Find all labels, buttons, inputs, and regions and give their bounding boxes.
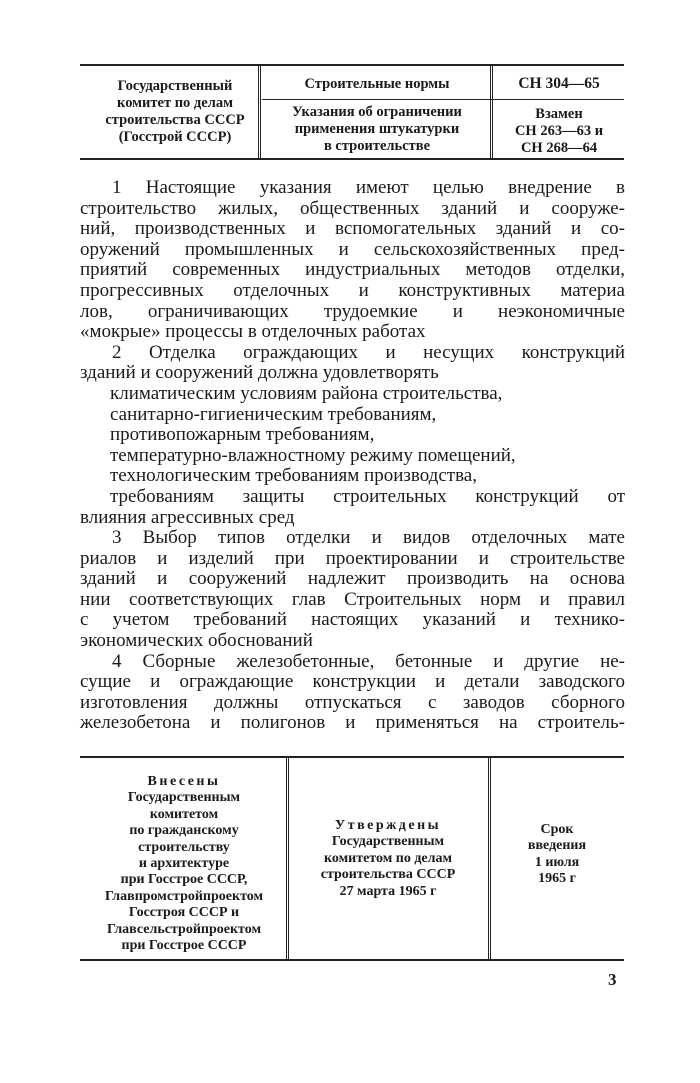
introduced-line: и архитектуре — [138, 856, 230, 872]
body-line: нии соответствующих глав Строительных норм и правил — [80, 588, 625, 610]
introduced-line: Главсельстройпроектом — [107, 921, 261, 937]
issuer-block — [90, 78, 260, 146]
body-line: противопожарным требованиям, — [110, 424, 375, 446]
title-line: применения штукатурки — [294, 121, 460, 137]
issuer-line: (Госстрой СССР) — [118, 129, 232, 145]
introduced-line: при Госстрое СССР — [121, 938, 247, 954]
replaces-line: СН 268—64 — [520, 140, 598, 156]
approved-line: Государственным — [331, 834, 445, 850]
body-line: 4 Сборные железобетонные, бетонные и другие не- — [112, 650, 625, 672]
introduced-line: по гражданскому — [129, 823, 239, 839]
document-code: СН 304—65 — [518, 75, 600, 92]
issuer-line: комитет по делам — [117, 95, 233, 111]
body-line: 3 Выбор типов отделки и видов отделочных мате — [112, 527, 625, 549]
body-line: лов, ограничивающих трудоемкие и неэкономичные — [80, 300, 625, 322]
body-line: 2 Отделка ограждающих и несущих конструкций — [112, 341, 625, 363]
body-line: санитарно-гигиеническим требованиям, — [110, 403, 437, 425]
body-line: технологическим требованиям производства, — [110, 465, 477, 487]
body-line: климатическим условиям района строительства, — [110, 382, 503, 404]
introduced-line: Главпромстройпроектом — [104, 888, 264, 904]
introduced-line: при Госстрое СССР, — [120, 872, 248, 888]
body-line: риалов и изделий при проектировании и строительстве — [80, 547, 625, 569]
replaces-line: СН 263—63 и — [514, 123, 604, 139]
header-rule — [494, 99, 624, 100]
body-text — [80, 178, 625, 734]
header-rule — [262, 99, 494, 100]
introduced-heading: Внесены — [147, 774, 221, 789]
footer-divider — [286, 758, 289, 959]
body-line: прогрессивных отделочных и конструктивных материа — [80, 279, 625, 301]
introduced-line: Госстроя СССР и — [128, 905, 240, 921]
body-line: железобетона и полигонов и применяться на строитель- — [80, 712, 625, 734]
issuer-line: строительства СССР — [105, 112, 245, 128]
replaces-block — [494, 106, 624, 157]
title-line: Указания об ограничении — [292, 104, 462, 120]
body-line: зданий и сооружений должна удовлетворять — [80, 362, 439, 384]
issuer-line: Государственный — [117, 78, 233, 94]
replaces-line: Взамен — [535, 106, 583, 122]
approved-block — [290, 818, 486, 900]
introduced-line: комитетом — [149, 806, 219, 822]
body-line: оружений промышленных и сельскохозяйственных пред- — [80, 238, 625, 260]
effective-line: введения — [527, 838, 587, 854]
body-line: зданий и сооружений надлежит производить на основа — [80, 568, 625, 590]
body-line: «мокрые» процессы в отделочных работах — [80, 321, 426, 343]
introduced-line: Государственным — [127, 790, 241, 806]
body-line: 1 Настоящие указания имеют целью внедрение в — [112, 177, 625, 198]
document-category: Строительные нормы — [304, 76, 450, 92]
body-line: сущие и ограждающие конструкции и детали заводского — [80, 671, 625, 693]
effective-line: 1 июля — [534, 854, 580, 870]
approved-line: строительства СССР — [320, 867, 456, 883]
footer-table — [80, 756, 624, 961]
body-line: строительство жилых, общественных зданий и сооруже- — [80, 197, 625, 219]
approved-line: комитетом по делам — [323, 850, 453, 866]
body-line: влияния агрессивных сред — [80, 506, 295, 528]
body-line: с учетом требований настоящих указаний и технико- — [80, 609, 625, 631]
effective-line: 1965 г — [538, 871, 576, 887]
header-table — [80, 64, 624, 160]
approved-heading: Утверждены — [334, 818, 442, 833]
introduced-line: строительству — [138, 839, 230, 855]
body-line: требованиям защиты строительных конструкций от — [110, 485, 625, 507]
effective-date-block — [492, 822, 622, 888]
effective-line: Срок — [540, 822, 574, 837]
body-line: изготовления должны отпускаться с заводов сборного — [80, 691, 625, 713]
page-number: 3 — [608, 970, 617, 989]
approved-line: 27 марта 1965 г — [339, 883, 437, 899]
title-line: в строительстве — [323, 138, 431, 154]
footer-divider — [488, 758, 491, 959]
document-title — [262, 104, 492, 155]
introduced-block — [86, 774, 282, 954]
body-line: ний, производственных и вспомогательных зданий и со- — [80, 218, 625, 240]
body-line: температурно-влажностному режиму помещений, — [110, 444, 516, 466]
body-line: экономических обоснований — [80, 630, 313, 652]
body-line: приятий современных индустриальных методов отделки, — [80, 259, 625, 281]
